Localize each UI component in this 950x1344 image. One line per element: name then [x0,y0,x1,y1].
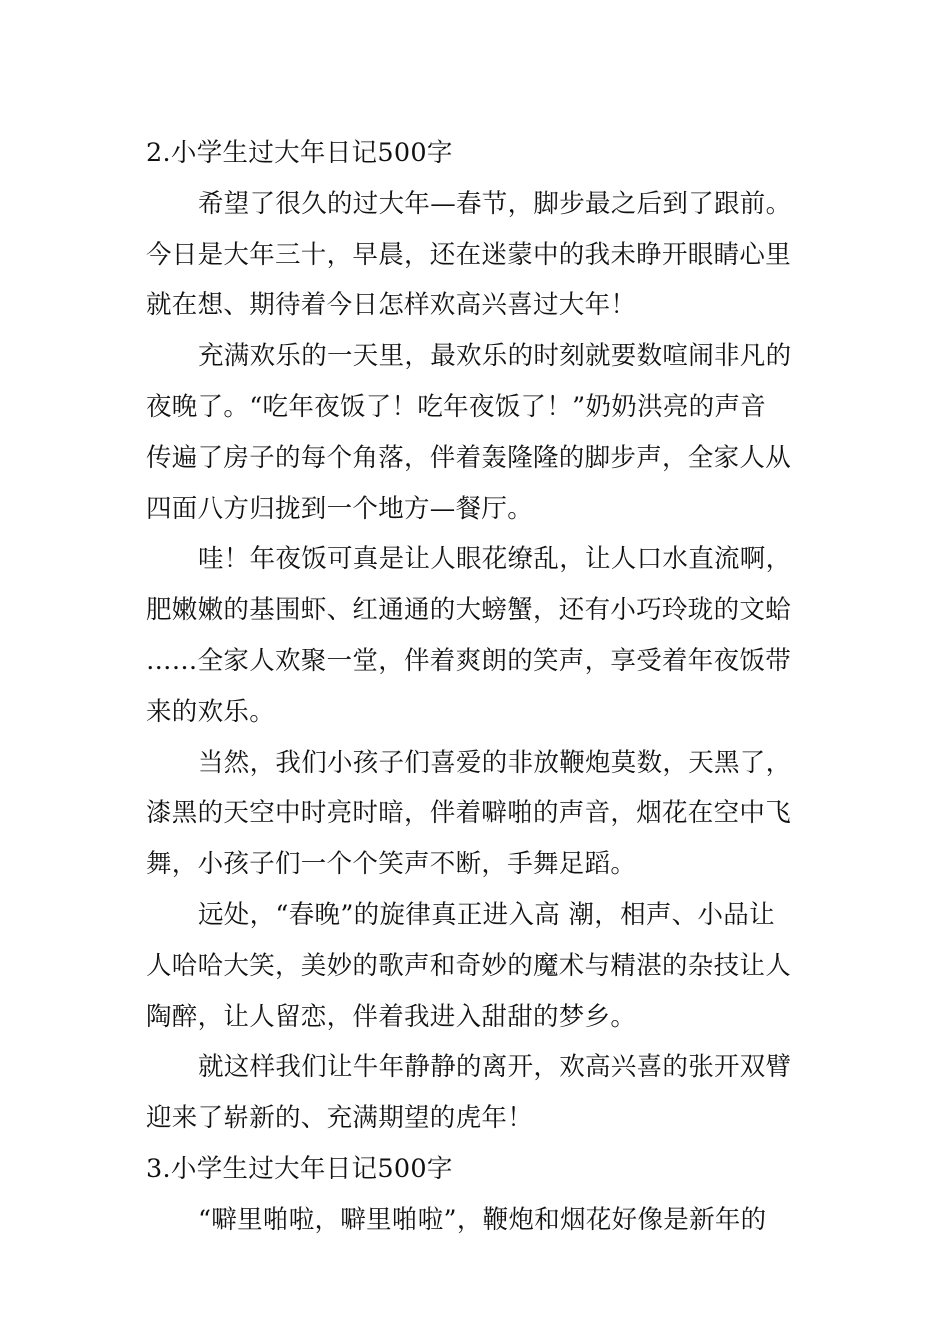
text-line: 今日是大年三十，早晨，还在迷蒙中的我未睁开眼睛心里 [146,239,792,270]
text-line: 漆黑的天空中时亮时暗，伴着噼啪的声音，烟花在空中飞 [146,798,792,829]
paragraph [146,1195,808,1246]
text-line: 来的欢乐。 [146,696,276,727]
paragraph [146,179,808,331]
paragraph [146,331,808,534]
text-line: 充满欢乐的一天里，最欢乐的时刻就要数喧闹非凡的 [198,341,792,372]
paragraph [146,890,808,1042]
paragraph [146,534,808,737]
text-line: 夜晚了。“吃年夜饭了！吃年夜饭了！”奶奶洪亮的声音 [146,391,767,422]
section-heading: 3.小学生过大年日记500字 [146,1153,453,1184]
text-line: 就这样我们让牛年静静的离开，欢高兴喜的张开双臂 [198,1052,792,1083]
text-line: 希望了很久的过大年—春节，脚步最之后到了跟前。 [198,188,792,219]
document-body [146,128,808,1246]
text-line: 人哈哈大笑，美妙的歌声和奇妙的魔术与精湛的杂技让人 [146,950,792,981]
text-line: 当然，我们小孩子们喜爱的非放鞭炮莫数，天黑了， [198,747,792,778]
text-line: 舞，小孩子们一个个笑声不断，手舞足蹈。 [146,849,637,880]
text-line: 就在想、期待着今日怎样欢高兴喜过大年！ [146,290,637,321]
section-heading: 2.小学生过大年日记500字 [146,138,453,168]
text-line: 远处，“春晚”的旋律真正进入高 潮，相声、小品让 [198,899,775,930]
text-line: ……全家人欢聚一堂，伴着爽朗的笑声，享受着年夜饭带 [146,645,792,676]
text-line: 传遍了房子的每个角落，伴着轰隆隆的脚步声，全家人从 [146,442,792,473]
text-line: “噼里啪啦，噼里啪啦”，鞭炮和烟花好像是新年的 [198,1204,767,1235]
text-line: 肥嫩嫩的基围虾、红通通的大螃蟹，还有小巧玲珑的文蛤 [146,595,792,626]
text-line: 哇！年夜饭可真是让人眼花缭乱，让人口水直流啊， [198,544,792,575]
paragraph [146,738,808,890]
text-line: 迎来了崭新的、充满期望的虎年！ [146,1103,534,1134]
paragraph [146,1042,808,1144]
text-line: 陶醉，让人留恋，伴着我进入甜甜的梦乡。 [146,1001,637,1032]
text-line: 四面八方归拢到一个地方—餐厅。 [146,493,534,524]
